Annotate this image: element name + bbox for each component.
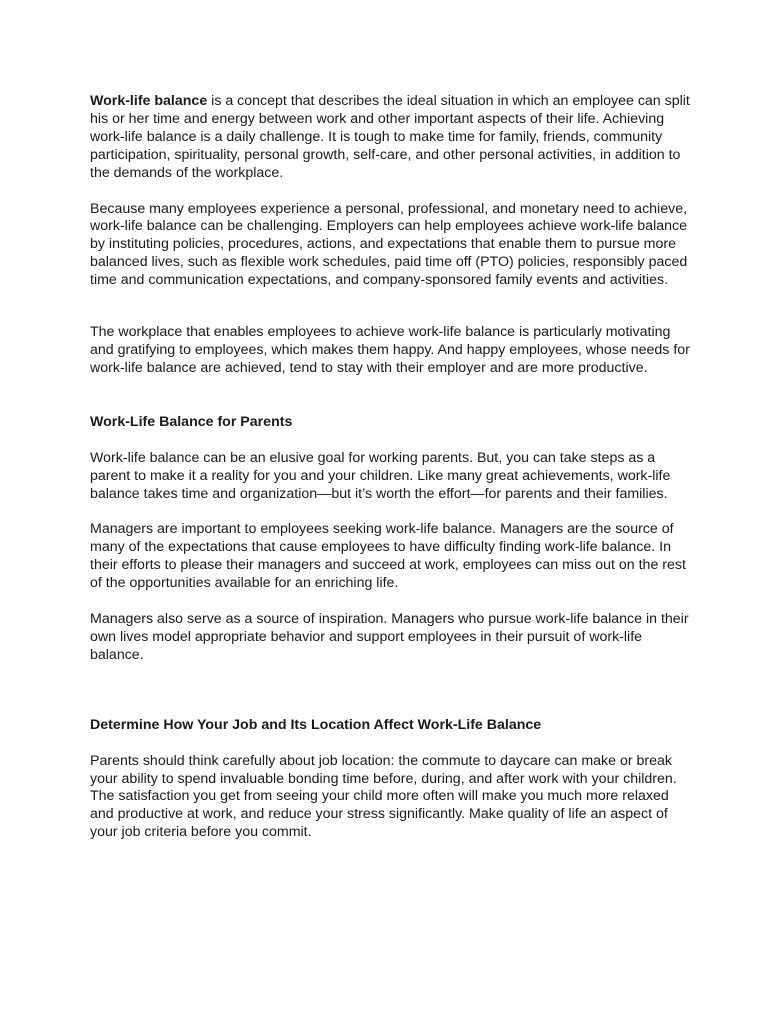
section-heading-job-location: Determine How Your Job and Its Location Affect Work-Life Balance xyxy=(90,716,542,733)
paragraph-parents: Work-life balance can be an elusive goal for working parents. But, you can take steps as a parent to make it a reality for you and your children. Like many great achievements, work-life balance takes time and organization—but it’s worth the effort—for parents and their families. xyxy=(90,449,671,502)
document-body xyxy=(90,93,690,842)
paragraph-job-location: Parents should think carefully about job location: the commute to daycare can make or break your ability to spend invaluable bonding time before, during, and after work with your children. The satisfaction you get from seeing your child more often will make you much more relaxed and productive at work, and reduce your stress significantly. Make quality of life an aspect of your job criteria before you commit. xyxy=(90,752,677,841)
intro-term: Work-life balance xyxy=(90,93,208,109)
paragraph-managers: Managers are important to employees seeking work-life balance. Managers are the source of many of the expectations that cause employees to have difficulty finding work-life balance. In their efforts to please their managers and succeed at work, employees can miss out on the rest of the opportunities available for an enriching life. xyxy=(90,521,686,592)
intro-paragraph xyxy=(90,93,690,183)
paragraph-employers: Because many employees experience a personal, professional, and monetary need to achieve, work-life balance can be challenging. Employers can help employees achieve work-life balance by instituting policies, procedures, actions, and expectations that enable them to pursue more balanced lives, such as flexible work schedules, paid time off (PTO) policies, responsibly paced time and communication expectations, and company-sponsored family events and activities. xyxy=(90,200,688,289)
paragraph-workplace: The workplace that enables employees to achieve work-life balance is particularly motivating and gratifying to employees, which makes them happy. And happy employees, whose needs for work-life balance are achieved, tend to stay with their employer and are more productive. xyxy=(90,324,690,376)
paragraph-inspiration: Managers also serve as a source of inspiration. Managers who pursue work-life balance in their own lives model appropriate behavior and support employees in their pursuit of work-life balance. xyxy=(90,611,689,663)
intro-text: is a concept that describes the ideal situation in which an employee can split his or her time and energy between work and other important aspects of their life. Achieving work-life balance is a daily challenge. It is tough to make time for family, friends, community participation, spirituality, personal growth, self-care, and other personal activities, in addition to the demands of the workplace. xyxy=(90,93,690,181)
section-heading-parents: Work-Life Balance for Parents xyxy=(90,413,293,430)
